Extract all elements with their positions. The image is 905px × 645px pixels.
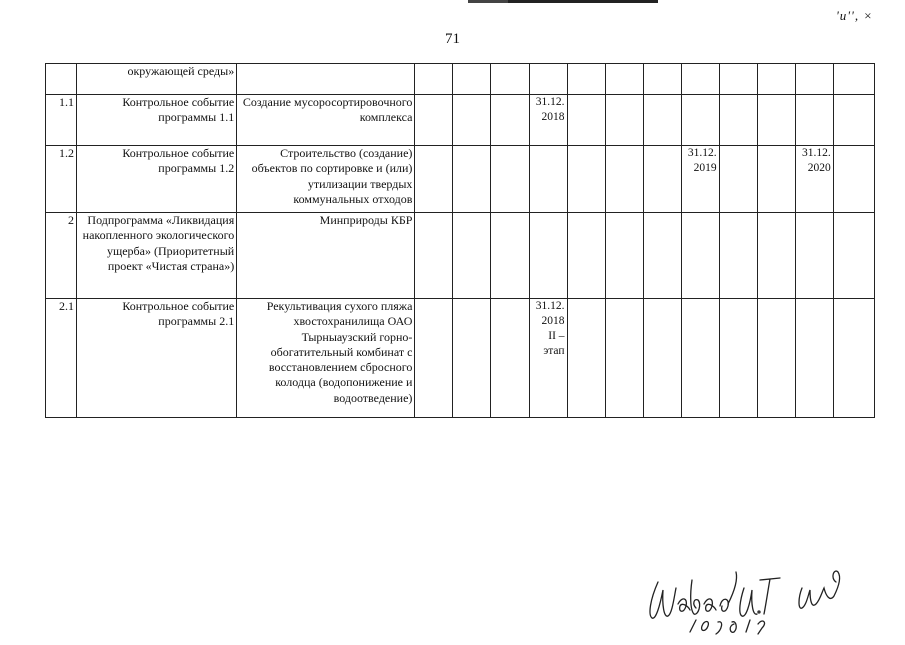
row-name: окружающей среды» (77, 64, 237, 95)
period-cell (757, 146, 795, 213)
period-cell (643, 213, 681, 299)
row-description: Создание мусоросортировочного комплекса (237, 95, 415, 146)
period-cell (453, 213, 491, 299)
period-cell (643, 64, 681, 95)
period-cell (719, 64, 757, 95)
period-cell (833, 213, 874, 299)
period-cell (681, 299, 719, 418)
period-cell (719, 146, 757, 213)
period-cell (529, 64, 567, 95)
period-cell (491, 146, 529, 213)
period-cell (529, 213, 567, 299)
table-row (46, 146, 875, 213)
period-cell (453, 146, 491, 213)
row-name: Подпрограмма «Ликвидация накопленного экологического ущерба» (Приоритетный проект «Чистая страна») (77, 213, 237, 299)
period-cell (795, 213, 833, 299)
period-cell (453, 95, 491, 146)
period-cell (567, 299, 605, 418)
period-cell (567, 146, 605, 213)
period-cell (605, 299, 643, 418)
schedule-table (45, 63, 875, 418)
row-number: 2 (46, 213, 77, 299)
period-cell (833, 95, 874, 146)
period-cell (643, 95, 681, 146)
period-cell (453, 299, 491, 418)
period-cell (681, 213, 719, 299)
page-number: 71 (445, 31, 460, 47)
period-cell (719, 213, 757, 299)
row-number: 1.2 (46, 146, 77, 213)
period-cell (719, 95, 757, 146)
period-cell (681, 95, 719, 146)
handwritten-signature (630, 560, 870, 640)
date-cell: 31.12. 2018 II – этап (529, 299, 567, 418)
row-description (237, 64, 415, 95)
period-cell (757, 213, 795, 299)
period-cell (757, 95, 795, 146)
period-cell (833, 146, 874, 213)
row-number: 1.1 (46, 95, 77, 146)
period-cell (415, 213, 453, 299)
row-name: Контрольное событие программы 1.1 (77, 95, 237, 146)
period-cell (491, 299, 529, 418)
period-cell (757, 64, 795, 95)
period-cell (491, 64, 529, 95)
row-number (46, 64, 77, 95)
period-cell (833, 64, 874, 95)
period-cell (453, 64, 491, 95)
period-cell (757, 299, 795, 418)
period-cell (415, 299, 453, 418)
period-cell (529, 146, 567, 213)
period-cell (795, 299, 833, 418)
row-name: Контрольное событие программы 2.1 (77, 299, 237, 418)
period-cell (719, 299, 757, 418)
period-cell (681, 64, 719, 95)
row-number: 2.1 (46, 299, 77, 418)
period-cell (795, 64, 833, 95)
period-cell (643, 299, 681, 418)
period-cell (567, 213, 605, 299)
table-row (46, 299, 875, 418)
period-cell (605, 95, 643, 146)
date-cell: 31.12. 2020 (795, 146, 833, 213)
table-row (46, 64, 875, 95)
row-name: Контрольное событие программы 1.2 (77, 146, 237, 213)
corner-mark: 'u'', × (836, 8, 874, 23)
date-cell: 31.12. 2019 (681, 146, 719, 213)
period-cell (605, 64, 643, 95)
period-cell (567, 64, 605, 95)
period-cell (491, 213, 529, 299)
date-cell: 31.12. 2018 (529, 95, 567, 146)
period-cell (605, 146, 643, 213)
period-cell (605, 213, 643, 299)
row-description: Рекультивация сухого пляжа хвостохранилища ОАО Тырныаузский горно-обогатительный комбинат с восстановлением сбросного колодца (водопонижение и водоотведение) (237, 299, 415, 418)
period-cell (415, 146, 453, 213)
period-cell (567, 95, 605, 146)
period-cell (415, 64, 453, 95)
period-cell (833, 299, 874, 418)
period-cell (643, 146, 681, 213)
table-row (46, 95, 875, 146)
period-cell (415, 95, 453, 146)
row-description: Минприроды КБР (237, 213, 415, 299)
period-cell (795, 95, 833, 146)
table-row (46, 213, 875, 299)
row-description: Строительство (создание) объектов по сортировке и (или) утилизации твердых коммунальных отходов (237, 146, 415, 213)
signature-icon (630, 560, 870, 640)
period-cell (491, 95, 529, 146)
top-rule (468, 0, 658, 3)
